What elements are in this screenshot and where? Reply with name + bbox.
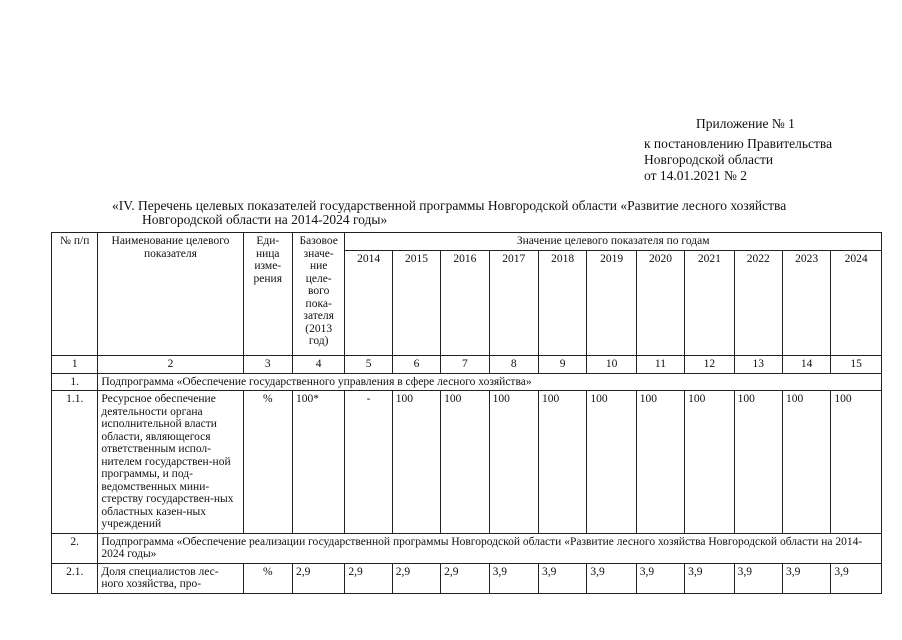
column-number: 3 bbox=[243, 355, 292, 373]
column-number: 4 bbox=[292, 355, 344, 373]
row-number: 2. bbox=[52, 533, 98, 563]
indicator-name: Ресурсное обеспечение деятельности органа исполнительной власти области, являющегося ответственным испол-нителем государствен-ной программы, и под-ведомственных мини-стерству государствен-ных областных казен-ных учреждений bbox=[98, 391, 243, 534]
header-year: 2022 bbox=[734, 250, 782, 355]
subprogram-title: Подпрограмма «Обеспечение реализации государственной программы Новгородской области «Развитие лесного хозяйства Новгородской области на 2014-2024 годы» bbox=[98, 533, 882, 563]
header-year: 2017 bbox=[489, 250, 538, 355]
header-year: 2015 bbox=[392, 250, 440, 355]
indicator-year-value: 100 bbox=[489, 391, 538, 534]
indicator-base-value: 100* bbox=[292, 391, 344, 534]
column-number: 14 bbox=[782, 355, 830, 373]
indicator-year-value: 100 bbox=[734, 391, 782, 534]
indicator-year-value: 100 bbox=[831, 391, 882, 534]
header-year: 2024 bbox=[831, 250, 882, 355]
indicator-year-value: 100 bbox=[392, 391, 440, 534]
column-number: 15 bbox=[831, 355, 882, 373]
header-unit: Еди-ница изме-рения bbox=[243, 233, 292, 356]
subprogram-row bbox=[52, 533, 882, 563]
header-year: 2018 bbox=[538, 250, 586, 355]
appendix-block bbox=[644, 116, 832, 184]
table-body bbox=[52, 233, 882, 594]
indicator-row bbox=[52, 391, 882, 534]
header-row bbox=[52, 233, 882, 251]
row-number: 1.1. bbox=[52, 391, 98, 534]
scan-speck: · bbox=[578, 66, 580, 72]
heading-line: Новгородской области на 2014-2024 годы» bbox=[142, 212, 388, 227]
indicator-year-value: 100 bbox=[538, 391, 586, 534]
column-number-row bbox=[52, 355, 882, 373]
header-year: 2020 bbox=[636, 250, 684, 355]
indicator-unit: % bbox=[243, 391, 292, 534]
column-number: 2 bbox=[98, 355, 243, 373]
column-number: 5 bbox=[345, 355, 392, 373]
indicator-year-value: 3,9 bbox=[538, 563, 586, 593]
column-number: 1 bbox=[52, 355, 98, 373]
indicator-year-value: 3,9 bbox=[734, 563, 782, 593]
header-years-group: Значение целевого показателя по годам bbox=[345, 233, 882, 251]
subprogram-title: Подпрограмма «Обеспечение государственного управления в сфере лесного хозяйства» bbox=[98, 373, 882, 391]
indicator-year-value: 3,9 bbox=[636, 563, 684, 593]
appendix-line: Новгородской области bbox=[644, 152, 774, 167]
column-number: 12 bbox=[685, 355, 734, 373]
indicator-year-value: 100 bbox=[685, 391, 734, 534]
appendix-line: от 14.01.2021 № 2 bbox=[644, 168, 747, 183]
column-number: 9 bbox=[538, 355, 586, 373]
header-base: Базовое значе-ние целе-вого пока-зателя (2013 год) bbox=[292, 233, 344, 356]
indicator-year-value: 3,9 bbox=[587, 563, 636, 593]
column-number: 6 bbox=[392, 355, 440, 373]
column-number: 7 bbox=[441, 355, 489, 373]
indicator-row bbox=[52, 563, 882, 593]
header-name: Наименование целевого показателя bbox=[98, 233, 243, 356]
subprogram-row bbox=[52, 373, 882, 391]
header-year: 2021 bbox=[685, 250, 734, 355]
indicator-unit: % bbox=[243, 563, 292, 593]
column-number: 13 bbox=[734, 355, 782, 373]
header-year: 2016 bbox=[441, 250, 489, 355]
appendix-line: к постановлению Правительства bbox=[644, 136, 833, 151]
indicator-year-value: 2,9 bbox=[345, 563, 392, 593]
indicator-base-value: 2,9 bbox=[292, 563, 344, 593]
document-heading bbox=[112, 199, 872, 227]
indicator-year-value: - bbox=[345, 391, 392, 534]
header-year: 2019 bbox=[587, 250, 636, 355]
indicator-year-value: 2,9 bbox=[392, 563, 440, 593]
appendix-title: Приложение № 1 bbox=[696, 116, 795, 131]
indicator-year-value: 3,9 bbox=[685, 563, 734, 593]
indicator-year-value: 100 bbox=[441, 391, 489, 534]
indicator-year-value: 3,9 bbox=[831, 563, 882, 593]
indicator-year-value: 100 bbox=[587, 391, 636, 534]
column-number: 11 bbox=[636, 355, 684, 373]
column-number: 8 bbox=[489, 355, 538, 373]
indicators-table bbox=[51, 232, 882, 594]
row-number: 1. bbox=[52, 373, 98, 391]
heading-line: «IV. Перечень целевых показателей государственной программы Новгородской области «Развитие лесного хозяйства bbox=[112, 198, 787, 213]
indicator-year-value: 100 bbox=[636, 391, 684, 534]
indicator-name: Доля специалистов лес-ного хозяйства, про- bbox=[98, 563, 243, 593]
header-year: 2023 bbox=[782, 250, 830, 355]
row-number: 2.1. bbox=[52, 563, 98, 593]
indicator-year-value: 2,9 bbox=[441, 563, 489, 593]
indicator-year-value: 100 bbox=[782, 391, 830, 534]
indicator-year-value: 3,9 bbox=[782, 563, 830, 593]
header-year: 2014 bbox=[345, 250, 392, 355]
header-num: № п/п bbox=[52, 233, 98, 356]
column-number: 10 bbox=[587, 355, 636, 373]
indicator-year-value: 3,9 bbox=[489, 563, 538, 593]
